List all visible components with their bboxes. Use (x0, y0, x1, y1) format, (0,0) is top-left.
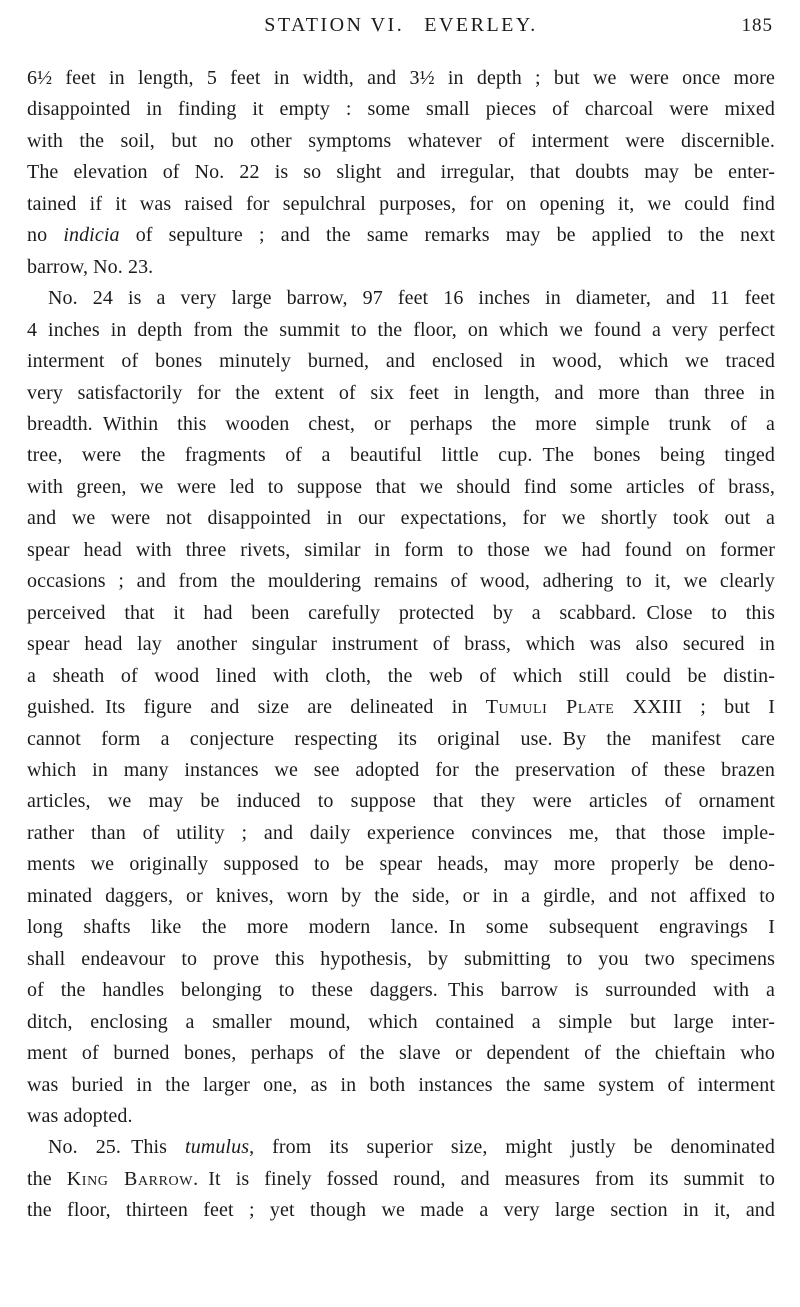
text-line (27, 1195, 775, 1226)
text-line (27, 881, 775, 912)
text-line (27, 818, 775, 849)
text-segment: interment of bones minutely burned, and enclosed in wood, which we traced (27, 350, 775, 373)
text-line (27, 566, 775, 597)
running-title: STATION VI. EVERLEY. (264, 14, 538, 36)
text-segment: was adopted. (27, 1104, 133, 1127)
text-segment: XXIII ; but I (614, 696, 775, 719)
text-segment: indicia (63, 224, 120, 247)
page-header (27, 14, 775, 42)
text-line (27, 1007, 775, 1038)
text-segment: guished. Its figure and size are delineated in (27, 696, 486, 719)
text-line (27, 912, 775, 943)
text-line (27, 944, 775, 975)
text-line (27, 409, 775, 440)
text-segment: with green, we were led to suppose that we should find some articles of brass, (27, 475, 775, 498)
text-segment: rather than of utility ; and daily experience convinces me, that those imple- (27, 821, 775, 844)
text-segment: 4 inches in depth from the summit to the floor, on which we found a very perfect (27, 318, 775, 341)
text-line (27, 157, 775, 188)
text-segment: No. 25. This (48, 1136, 186, 1159)
text-line (27, 252, 775, 283)
text-line (27, 1164, 775, 1195)
text-segment: a sheath of wood lined with cloth, the web of which still could be distin- (27, 664, 775, 687)
text-segment: spear head lay another singular instrument of brass, which was also secured in (27, 633, 775, 656)
text-segment: Tumuli Plate (485, 696, 615, 719)
text-line (27, 724, 775, 755)
text-line (27, 503, 775, 534)
text-segment: perceived that it had been carefully protected by a scabbard. Close to this (27, 601, 775, 624)
text-segment: no (27, 224, 64, 247)
text-segment: The elevation of No. 22 is so slight and irregular, that doubts may be enter- (27, 161, 775, 184)
text-line (27, 346, 775, 377)
page-body (27, 63, 775, 1227)
page-number: 185 (741, 15, 773, 36)
text-line (27, 220, 775, 251)
text-segment: ments we originally supposed to be spear heads, may more properly be deno- (27, 853, 775, 876)
text-segment: articles, we may be induced to suppose that they were articles of ornament (27, 790, 775, 813)
text-line (27, 598, 775, 629)
text-line (27, 94, 775, 125)
text-line (27, 315, 775, 346)
text-segment: was buried in the larger one, as in both instances the same system of interment (27, 1073, 775, 1096)
text-segment: of the handles belonging to these daggers. This barrow is surrounded with a (27, 979, 775, 1002)
text-segment: the floor, thirteen feet ; yet though we made a very large section in it, and (27, 1199, 775, 1222)
text-segment: tained if it was raised for sepulchral purposes, for on opening it, we could find (27, 192, 775, 215)
text-line (27, 1132, 775, 1163)
text-line (27, 755, 775, 786)
text-line (27, 63, 775, 94)
text-line (27, 378, 775, 409)
text-segment: occasions ; and from the mouldering remains of wood, adhering to it, we clearly (27, 570, 775, 593)
text-segment: and we were not disappointed in our expectations, for we shortly took out a (27, 507, 775, 530)
text-segment: disappointed in finding it empty : some small pieces of charcoal were mixed (27, 98, 775, 121)
text-line (27, 661, 775, 692)
text-line (27, 535, 775, 566)
text-line (27, 849, 775, 880)
text-segment: of sepulture ; and the same remarks may be applied to the next (119, 224, 775, 247)
text-segment: No. 24 is a very large barrow, 97 feet 16 inches in diameter, and 11 feet (48, 287, 775, 310)
text-segment: King Barrow (66, 1167, 194, 1190)
text-segment: . It is finely fossed round, and measures from its summit to (193, 1167, 775, 1190)
text-segment: spear head with three rivets, similar in form to those we had found on former (27, 538, 775, 561)
text-line (27, 126, 775, 157)
text-line (27, 786, 775, 817)
text-segment: 6½ feet in length, 5 feet in width, and 3½ in depth ; but we were once more (27, 67, 775, 89)
text-segment: long shafts like the more modern lance. In some subsequent engravings I (27, 916, 775, 939)
text-segment: with the soil, but no other symptoms whatever of interment were discernible. (27, 129, 775, 152)
text-line (27, 1038, 775, 1069)
text-segment: which in many instances we see adopted for the preservation of these brazen (27, 758, 775, 781)
text-segment: very satisfactorily for the extent of six feet in length, and more than three in (27, 381, 775, 404)
text-line (27, 440, 775, 471)
text-line (27, 189, 775, 220)
text-line (27, 692, 775, 723)
text-line (27, 975, 775, 1006)
text-line (27, 472, 775, 503)
text-segment: , from its superior size, might justly be denominated (249, 1136, 775, 1159)
text-line (27, 629, 775, 660)
text-segment: the (27, 1167, 67, 1190)
text-line (27, 1070, 775, 1101)
text-segment: ditch, enclosing a smaller mound, which contained a simple but large inter- (27, 1010, 775, 1033)
text-segment: breadth. Within this wooden chest, or perhaps the more simple trunk of a (27, 412, 775, 435)
text-segment: ment of burned bones, perhaps of the slave or dependent of the chieftain who (27, 1042, 775, 1065)
text-segment: minated daggers, or knives, worn by the side, or in a girdle, and not affixed to (27, 884, 775, 907)
text-line (27, 1101, 775, 1132)
text-segment: shall endeavour to prove this hypothesis, by submitting to you two specimens (27, 947, 775, 970)
text-segment: tree, were the fragments of a beautiful little cup. The bones being tinged (27, 444, 775, 467)
text-segment: cannot form a conjecture respecting its original use. By the manifest care (27, 727, 775, 750)
text-line (27, 283, 775, 314)
text-segment: barrow, No. 23. (27, 255, 154, 278)
text-segment: tumulus (185, 1136, 250, 1159)
